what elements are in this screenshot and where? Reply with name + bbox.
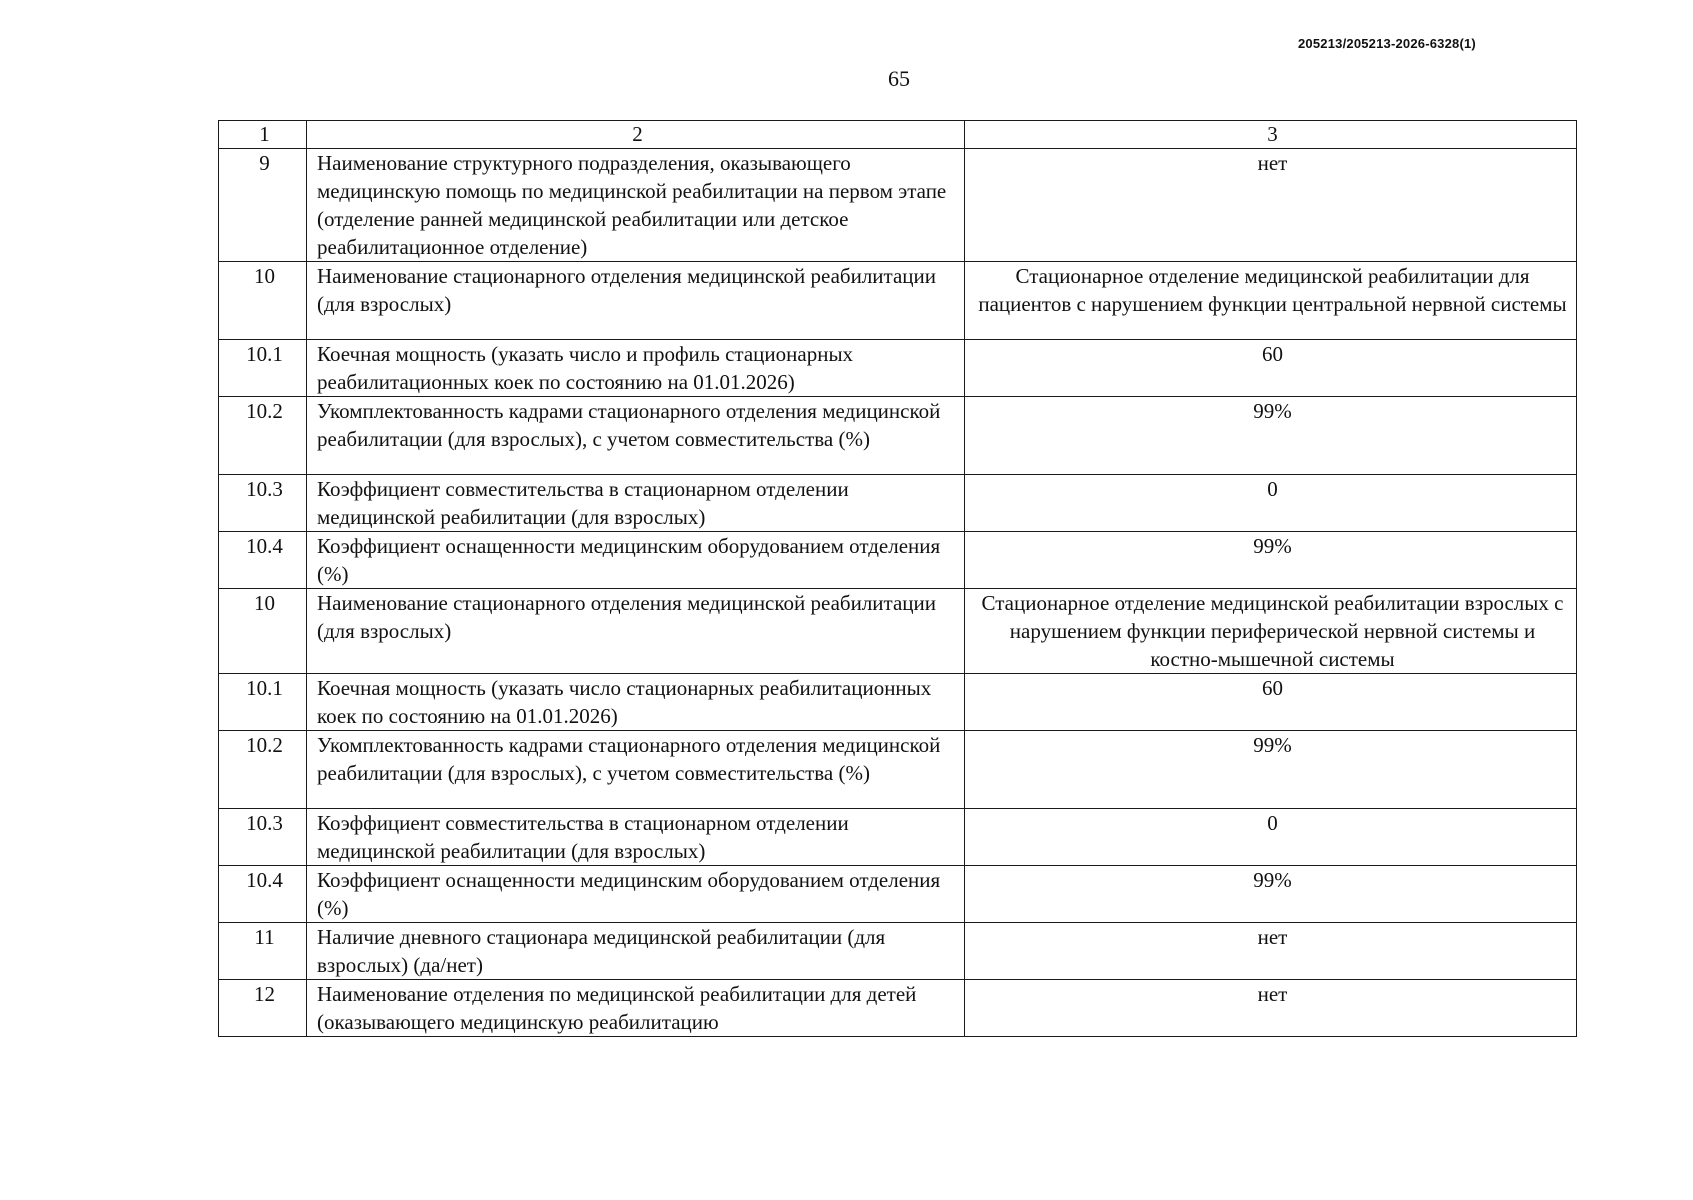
data-table (218, 120, 1577, 1037)
table-row (219, 674, 1577, 731)
row-description: Наименование отделения по медицинской реабилитации для детей (оказывающего медицинскую реабилитацию (307, 980, 965, 1037)
row-value: 60 (965, 674, 1577, 731)
row-value: 0 (965, 475, 1577, 532)
row-value: 99% (965, 532, 1577, 589)
row-description: Коечная мощность (указать число и профиль стационарных реабилитационных коек по состоянию на 01.01.2026) (307, 340, 965, 397)
row-value: 60 (965, 340, 1577, 397)
row-description: Наименование стационарного отделения медицинской реабилитации (для взрослых) (307, 262, 965, 340)
row-value: 99% (965, 866, 1577, 923)
row-description: Коэффициент оснащенности медицинским оборудованием отделения (%) (307, 866, 965, 923)
table-row (219, 475, 1577, 532)
row-description: Коэффициент оснащенности медицинским оборудованием отделения (%) (307, 532, 965, 589)
column-header-1: 1 (219, 121, 307, 149)
row-number: 10.4 (219, 866, 307, 923)
page-number: 65 (888, 66, 910, 91)
row-value: нет (965, 980, 1577, 1037)
row-number: 11 (219, 923, 307, 980)
table-row (219, 923, 1577, 980)
table-row (219, 866, 1577, 923)
table-row (219, 262, 1577, 340)
row-number: 10 (219, 589, 307, 674)
table-row (219, 340, 1577, 397)
row-description: Коэффициент совместительства в стационарном отделении медицинской реабилитации (для взрослых) (307, 809, 965, 866)
row-description: Коэффициент совместительства в стационарном отделении медицинской реабилитации (для взрослых) (307, 475, 965, 532)
row-number: 10.2 (219, 397, 307, 475)
row-value: нет (965, 923, 1577, 980)
row-description: Укомплектованность кадрами стационарного отделения медицинской реабилитации (для взрослых), с учетом совместительства (%) (307, 397, 965, 475)
table-row (219, 589, 1577, 674)
row-number: 10.4 (219, 532, 307, 589)
row-number: 10.2 (219, 731, 307, 809)
row-number: 10.1 (219, 674, 307, 731)
table-row (219, 532, 1577, 589)
row-description: Наличие дневного стационара медицинской реабилитации (для взрослых) (да/нет) (307, 923, 965, 980)
column-header-3: 3 (965, 121, 1577, 149)
row-value: нет (965, 149, 1577, 262)
row-value: 99% (965, 731, 1577, 809)
row-value: 99% (965, 397, 1577, 475)
row-number: 12 (219, 980, 307, 1037)
row-number: 10 (219, 262, 307, 340)
column-header-2: 2 (307, 121, 965, 149)
row-value: 0 (965, 809, 1577, 866)
table-row (219, 809, 1577, 866)
row-value: Стационарное отделение медицинской реабилитации взрослых с нарушением функции периферической нервной системы и костно-мышечной системы (965, 589, 1577, 674)
row-description: Укомплектованность кадрами стационарного отделения медицинской реабилитации (для взрослых), с учетом совместительства (%) (307, 731, 965, 809)
row-number: 10.3 (219, 809, 307, 866)
row-number: 9 (219, 149, 307, 262)
row-description: Наименование структурного подразделения, оказывающего медицинскую помощь по медицинской реабилитации на первом этапе (отделение ранней медицинской реабилитации или детское реабилитационное отделение) (307, 149, 965, 262)
table-row (219, 980, 1577, 1037)
table-row (219, 731, 1577, 809)
row-description: Коечная мощность (указать число стационарных реабилитационных коек по состоянию на 01.01.2026) (307, 674, 965, 731)
table-header-row (219, 121, 1577, 149)
row-description: Наименование стационарного отделения медицинской реабилитации (для взрослых) (307, 589, 965, 674)
table-row (219, 149, 1577, 262)
row-number: 10.1 (219, 340, 307, 397)
row-number: 10.3 (219, 475, 307, 532)
row-value: Стационарное отделение медицинской реабилитации для пациентов с нарушением функции центральной нервной системы (965, 262, 1577, 340)
table-row (219, 397, 1577, 475)
document-id: 205213/205213-2026-6328(1) (1298, 36, 1476, 51)
